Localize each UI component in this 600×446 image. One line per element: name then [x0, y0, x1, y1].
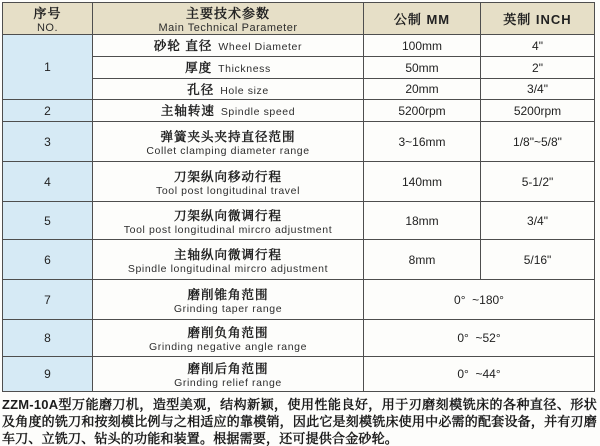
- col-header-parameter-zh: 主要技术参数: [185, 6, 270, 21]
- imperial-value: 1/8"~5/8": [481, 122, 595, 162]
- parameter-cell: [93, 240, 364, 280]
- table-row: [3, 240, 595, 280]
- merged-range-value: 0° ~52°: [364, 320, 595, 357]
- table-row: [3, 35, 595, 57]
- table-row: [3, 162, 595, 202]
- spec-table: [2, 2, 595, 392]
- imperial-value: 3/4": [481, 202, 595, 240]
- table-row: [3, 202, 595, 240]
- parameter-zh: 磨削后角范围: [187, 362, 269, 376]
- metric-value: 100mm: [364, 35, 481, 57]
- col-header-parameter-en: Main Technical Parameter: [158, 22, 298, 34]
- parameter-cell: [93, 162, 364, 202]
- col-header-metric-label: 公制 MM: [393, 11, 451, 27]
- row-number: 1: [3, 35, 93, 100]
- row-number: 7: [3, 280, 93, 320]
- row-number: 9: [3, 357, 93, 392]
- parameter-en: Grinding relief range: [174, 377, 282, 389]
- parameter-cell: [93, 79, 364, 100]
- parameter-cell: [93, 202, 364, 240]
- imperial-value: 3/4": [481, 79, 595, 100]
- row-number: 2: [3, 100, 93, 122]
- col-header-parameter: [93, 3, 364, 35]
- parameter-cell: [93, 280, 364, 320]
- parameter-zh: 刀架纵向微调行程: [173, 208, 282, 223]
- row-number: 3: [3, 122, 93, 162]
- metric-value: 8mm: [364, 240, 481, 280]
- parameter-cell: [93, 320, 364, 357]
- metric-value: 20mm: [364, 79, 481, 100]
- metric-value: 140mm: [364, 162, 481, 202]
- metric-value: 50mm: [364, 57, 481, 79]
- parameter-cell: [93, 122, 364, 162]
- col-header-no-en: NO.: [36, 22, 59, 34]
- col-header-imperial-label: 英制 INCH: [503, 11, 572, 27]
- parameter-zh: 刀架纵向移动行程: [173, 169, 282, 184]
- table-row: [3, 100, 595, 122]
- imperial-value: 2": [481, 57, 595, 79]
- parameter-zh: 主轴转速: [160, 104, 215, 118]
- row-number: 6: [3, 240, 93, 280]
- table-row: [3, 357, 595, 392]
- parameter-zh: 砂轮 直径: [153, 39, 213, 53]
- parameter-cell: [93, 100, 364, 122]
- imperial-value: 5/16": [481, 240, 595, 280]
- parameter-zh: 厚度: [185, 61, 213, 75]
- description-paragraph: ZZM-10A型万能磨刀机，造型美观，结构新颖，使用性能良好，用于刃磨刻模铣床的各种直径、形状及角度的铣刀和按刻模比例与之相适应的靠模销，因此它是刻模铣床使用中必需的配套设备，并有刃磨车刀、立铣刀、钻头的功能和装置。根据需要，还可提供合金砂轮。: [2, 397, 597, 446]
- merged-range-value: 0° ~180°: [364, 280, 595, 320]
- parameter-zh: 孔径: [187, 82, 215, 97]
- parameter-en: Tool post longitudinal travel: [155, 184, 301, 197]
- parameter-zh: 磨削锥角范围: [187, 287, 269, 302]
- merged-range-value: 0° ~44°: [364, 357, 595, 392]
- parameter-en: Spindle longitudinal mircro adjustment: [127, 262, 329, 275]
- metric-value: 3~16mm: [364, 122, 481, 162]
- parameter-en: Wheel Diameter: [218, 41, 303, 53]
- parameter-cell: [93, 57, 364, 79]
- parameter-en: Grinding taper range: [173, 302, 283, 315]
- parameter-en: Grinding negative angle range: [148, 341, 308, 353]
- parameter-zh: 主轴纵向微调行程: [173, 247, 282, 262]
- header-row: [3, 3, 595, 35]
- parameter-en: Spindle speed: [220, 106, 296, 118]
- imperial-value: 5200rpm: [481, 100, 595, 122]
- metric-value: 18mm: [364, 202, 481, 240]
- parameter-en: Collet clamping diameter range: [146, 144, 310, 157]
- table-row: [3, 122, 595, 162]
- parameter-cell: [93, 357, 364, 392]
- metric-value: 5200rpm: [364, 100, 481, 122]
- parameter-cell: [93, 35, 364, 57]
- imperial-value: 4": [481, 35, 595, 57]
- imperial-value: 5-1/2": [481, 162, 595, 202]
- col-header-metric: [364, 3, 481, 35]
- parameter-en: Tool post longitudinal mircro adjustment: [123, 223, 333, 236]
- parameter-en: Hole size: [220, 84, 269, 97]
- row-number: 8: [3, 320, 93, 357]
- parameter-zh: 弹簧夹头夹持直径范围: [160, 129, 296, 144]
- col-header-imperial: [481, 3, 595, 35]
- parameter-zh: 磨削负角范围: [187, 326, 269, 340]
- table-row: [3, 320, 595, 357]
- table-row: [3, 280, 595, 320]
- parameter-en: Thickness: [218, 63, 271, 75]
- col-header-no-zh: 序号: [33, 6, 62, 21]
- col-header-no: [3, 3, 93, 35]
- row-number: 5: [3, 202, 93, 240]
- row-number: 4: [3, 162, 93, 202]
